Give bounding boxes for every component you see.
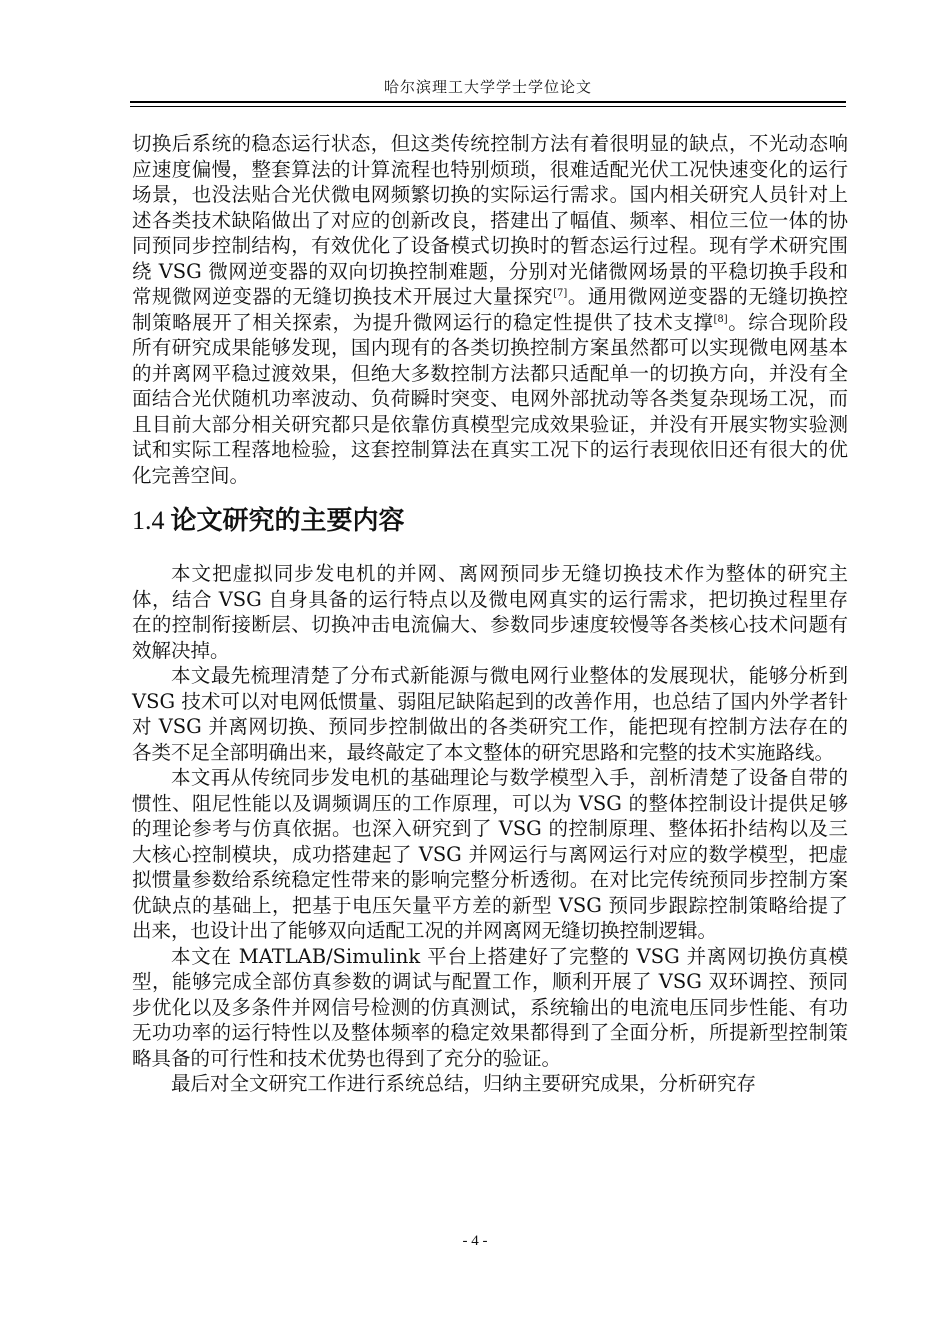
body-paragraph: 本文把虚拟同步发电机的并网、离网预同步无缝切换技术作为整体的研究主体，结合 VSG 自身具备的运行特点以及微电网真实的运行需求，把切换过程里存在的控制衔接断层、切换冲击电流偏大、参数同步速度较慢等各类核心技术问题有效解决掉。 [132, 562, 848, 662]
running-header: 哈尔滨理工大学学士学位论文 [383, 78, 592, 96]
header-rule [130, 101, 846, 103]
page-number: - 4 - [462, 1233, 488, 1249]
paragraph-text: 切换后系统的稳态运行状态，但这类传统控制方法有着很明显的缺点，不光动态响应速度偏慢，整套算法的计算流程也特别烦琐，很难适配光伏工况快速变化的运行场景，也没法贴合光伏微电网频繁切换的实际运行需求。国内相关研究人员针对上述各类技术缺陷做出了对应的创新改良，搭建出了幅值、频率、相位三位一体的协同预同步控制结构，有效优化了设备模式切换时的暂态运行过程。现有学术研究围绕 VSG 微网逆变器的双向切换控制难题，分别对光储微网场景的平稳切换手段和常规微网逆变器的无缝切换技术开展过大量探究 [132, 132, 848, 308]
body-paragraph: 本文再从传统同步发电机的基础理论与数学模型入手，剖析清楚了设备自带的惯性、阻尼性能以及调频调压的工作原理，可以为 VSG 的整体控制设计提供足够的理论参考与仿真依据。也深入研究到了 VSG 的控制原理、整体拓扑结构以及三大核心控制模块，成功搭建起了 VSG 并网运行与离网运行对应的数学模型，把虚拟惯量参数给系统稳定性带来的影响完整分析透彻。在对比完传统预同步控制方案优缺点的基础上，把基于电压矢量平方差的新型 VSG 预同步跟踪控制策略给提了出来，也设计出了能够双向适配工况的并网离网无缝切换控制逻辑。 [132, 766, 848, 942]
paragraph-text: 。通用微网逆变器的无缝切换控制策略展开了相关探索，为提升微网运行的稳定性提供了技术支撑 [132, 285, 848, 334]
page-body [132, 131, 848, 1097]
citation-ref: [8] [713, 313, 728, 325]
section-number: 1.4 [132, 506, 165, 535]
section-heading [132, 506, 848, 536]
header-rule-thin [130, 106, 846, 107]
body-paragraph: 最后对全文研究工作进行系统总结，归纳主要研究成果，分析研究存 [171, 1072, 757, 1095]
body-paragraph-continued [132, 131, 848, 488]
paragraph-text: 。综合现阶段所有研究成果能够发现，国内现有的各类切换控制方案虽然都可以实现微电网基本的并离网平稳过渡效果，但绝大多数控制方法都只适配单一的切换方向，并没有全面结合光伏随机功率波动、负荷瞬时突变、电网外部扰动等各类复杂现场工况，而且目前大部分相关研究都只是依靠仿真模型完成效果验证，并没有开展实物实验测试和实际工程落地检验，这套控制算法在真实工况下的运行表现依旧还有很大的优化完善空间。 [132, 310, 848, 487]
body-paragraph: 本文在 MATLAB/Simulink 平台上搭建好了完整的 VSG 并离网切换仿真模型，能够完成全部仿真参数的调试与配置工作，顺利开展了 VSG 双环调控、预同步优化以及多条件并网信号检测的仿真测试，系统输出的电流电压同步性能、有功无功功率的运行特性以及整体频率的稳定效果都得到了全面分析，所提新型控制策略具备的可行性和技术优势也得到了充分的验证。 [132, 944, 848, 1070]
section-title: 论文研究的主要内容 [170, 506, 405, 536]
citation-ref: [7] [553, 288, 568, 299]
body-paragraph: 本文最先梳理清楚了分布式新能源与微电网行业整体的发展现状，能够分析到 VSG 技术可以对电网低惯量、弱阻尼缺陷起到的改善作用，也总结了国内外学者针对 VSG 并离网切换、预同步控制做出的各类研究工作，能把现有控制方法存在的各类不足全部明确出来，最终敲定了本文整体的研究思路和完整的技术实施路线。 [132, 664, 848, 764]
